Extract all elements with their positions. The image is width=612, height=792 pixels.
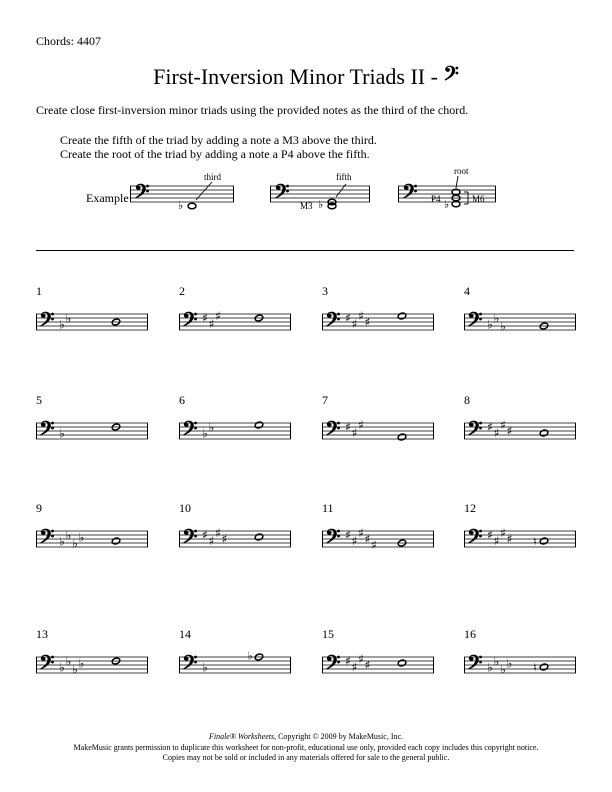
exercise-staff xyxy=(464,290,578,346)
bass-clef-icon: 𝄢 xyxy=(182,525,198,553)
flat-icon: ♭ xyxy=(493,311,500,326)
note-head xyxy=(328,203,336,209)
flat-icon: ♭ xyxy=(59,317,65,332)
flat-icon: ♭ xyxy=(59,660,65,675)
exercise-staff xyxy=(36,399,150,455)
flat-icon: ♭ xyxy=(65,528,72,543)
sharp-icon: ♯ xyxy=(364,658,371,672)
section-divider xyxy=(36,250,574,251)
sharp-icon: ♯ xyxy=(345,654,351,668)
root-annotation: root xyxy=(454,166,469,176)
exercise-number: 12 xyxy=(464,501,476,515)
exercise-staff xyxy=(179,507,293,563)
sharp-icon: ♯ xyxy=(506,532,513,546)
copyright-text: , Copyright © 2009 by MakeMusic, Inc. xyxy=(274,732,404,741)
bass-clef-icon: 𝄢 xyxy=(402,180,418,208)
flat-icon: ♭ xyxy=(247,649,253,663)
sharp-icon: ♯ xyxy=(202,528,208,542)
bass-clef-icon: 𝄢 xyxy=(325,525,341,553)
title-text: First-Inversion Minor Triads II - xyxy=(153,64,444,89)
exercise-number: 15 xyxy=(322,627,334,641)
exercise-staff xyxy=(464,399,578,455)
sharp-icon: ♯ xyxy=(364,315,371,329)
sharp-icon: ♯ xyxy=(358,652,364,666)
whole-note xyxy=(397,433,406,441)
sharp-icon: ♯ xyxy=(221,532,228,546)
bass-clef-icon: 𝄢 xyxy=(182,308,198,336)
sharp-icon: ♯ xyxy=(500,418,506,432)
third-annotation: third xyxy=(204,172,221,182)
flat-icon: ♭ xyxy=(59,534,65,549)
bass-clef-icon: 𝄢 xyxy=(274,180,290,208)
exercise-number: 1 xyxy=(36,284,42,298)
bass-clef-icon: 𝄢 xyxy=(325,651,341,679)
exercise-staff xyxy=(322,399,436,455)
whole-note xyxy=(539,537,548,545)
exercise-number: 8 xyxy=(464,393,470,407)
exercise-staff xyxy=(322,507,436,563)
bass-clef-icon: 𝄢 xyxy=(182,651,198,679)
sharp-icon: ♯ xyxy=(487,528,493,542)
sharp-icon: ♯ xyxy=(358,418,364,432)
exercise-number: 14 xyxy=(179,627,191,641)
flat-icon: ♭ xyxy=(318,198,324,211)
sharp-icon: ♯ xyxy=(351,660,358,674)
exercise-number: 4 xyxy=(464,284,470,298)
exercise-staff xyxy=(36,290,150,346)
bass-clef-icon: 𝄢 xyxy=(443,64,459,90)
footer-line-2: MakeMusic grants permission to duplicate this worksheet for non-profit, educational use only, provided each copy includes this copyright notice. xyxy=(73,742,539,752)
sharp-icon: ♯ xyxy=(345,420,351,434)
flat-icon: ♭ xyxy=(78,656,85,671)
exercise-staff xyxy=(36,633,150,689)
bass-clef-icon: 𝄢 xyxy=(325,308,341,336)
exercise-staff xyxy=(322,633,436,689)
whole-note xyxy=(254,533,263,541)
flat-icon: ♭ xyxy=(72,662,78,677)
flat-icon: ♭ xyxy=(493,654,500,669)
bass-clef-icon: 𝄢 xyxy=(39,651,55,679)
pointer-arrow xyxy=(196,182,212,200)
sharp-icon: ♯ xyxy=(208,317,215,331)
sharp-icon: ♯ xyxy=(345,311,351,325)
flat-icon: ♭ xyxy=(500,662,506,677)
whole-note xyxy=(397,312,406,320)
exercise-number: 2 xyxy=(179,284,185,298)
exercise-number: 16 xyxy=(464,627,476,641)
bass-clef-icon: 𝄢 xyxy=(39,525,55,553)
sharp-icon: ♯ xyxy=(208,534,215,548)
bass-clef-icon: 𝄢 xyxy=(39,308,55,336)
sharp-icon: ♯ xyxy=(493,534,500,548)
worksheet-code: Chords: 4407 xyxy=(36,34,102,48)
sharp-icon: ♯ xyxy=(487,420,493,434)
flat-icon: ♭ xyxy=(202,660,208,675)
flat-icon: ♭ xyxy=(487,317,493,332)
example-staff-3 xyxy=(398,166,508,218)
product-name: Finale® Worksheets xyxy=(208,732,275,741)
sharp-icon: ♯ xyxy=(358,526,364,540)
bass-clef-icon: 𝄢 xyxy=(467,651,483,679)
exercise-staff xyxy=(179,399,293,455)
exercise-number: 10 xyxy=(179,501,191,515)
natural-icon: ♮ xyxy=(533,661,537,674)
exercise-number: 13 xyxy=(36,627,48,641)
sharp-icon: ♯ xyxy=(371,538,377,552)
whole-note xyxy=(397,659,406,667)
flat-icon: ♭ xyxy=(72,536,78,551)
exercise-staff xyxy=(179,633,293,689)
flat-icon: ♭ xyxy=(444,198,450,211)
flat-icon: ♭ xyxy=(78,530,85,545)
exercise-staff xyxy=(36,507,150,563)
whole-note xyxy=(539,429,548,437)
m3-annotation: M3 xyxy=(300,201,313,211)
exercise-staff xyxy=(464,507,578,563)
step-one-instruction: Create the fifth of the triad by adding a note a M3 above the third. xyxy=(60,133,377,147)
m6-annotation: M6 xyxy=(472,194,485,204)
sharp-icon: ♯ xyxy=(215,526,221,540)
example-label: Example xyxy=(86,191,129,205)
copyright-footer xyxy=(0,732,612,764)
bass-clef-icon: 𝄢 xyxy=(325,417,341,445)
exercise-number: 3 xyxy=(322,284,328,298)
page-title xyxy=(0,64,612,91)
exercise-number: 6 xyxy=(179,393,185,407)
flat-icon: ♭ xyxy=(202,426,208,441)
intro-instruction: Create close first-inversion minor triads using the provided notes as the third of the chord. xyxy=(36,103,469,117)
whole-note xyxy=(111,537,120,545)
p4-annotation: P4 xyxy=(431,194,441,204)
exercise-number: 7 xyxy=(322,393,328,407)
sharp-icon: ♯ xyxy=(506,424,513,438)
fifth-annotation: fifth xyxy=(336,172,352,182)
exercise-number: 11 xyxy=(322,501,334,515)
bass-clef-icon: 𝄢 xyxy=(467,525,483,553)
whole-note xyxy=(539,663,548,671)
natural-icon: ♮ xyxy=(533,535,537,548)
flat-icon: ♭ xyxy=(59,426,65,441)
note-head xyxy=(188,203,196,209)
flat-icon: ♭ xyxy=(65,311,72,326)
exercise-staff xyxy=(179,290,293,346)
bass-clef-icon: 𝄢 xyxy=(134,180,150,208)
exercise-number: 9 xyxy=(36,501,42,515)
sharp-icon: ♯ xyxy=(215,309,221,323)
sharp-icon: ♯ xyxy=(351,317,358,331)
step-two-instruction: Create the root of the triad by adding a note a P4 above the fifth. xyxy=(60,147,370,161)
sharp-icon: ♯ xyxy=(493,426,500,440)
sharp-icon: ♯ xyxy=(202,311,208,325)
sharp-icon: ♯ xyxy=(500,526,506,540)
bass-clef-icon: 𝄢 xyxy=(39,417,55,445)
bass-clef-icon: 𝄢 xyxy=(467,417,483,445)
sharp-icon: ♯ xyxy=(351,426,358,440)
footer-line-3: Copies may not be sold or included in any materials offered for sale to the general public. xyxy=(162,753,450,762)
sharp-icon: ♯ xyxy=(364,532,371,546)
exercise-staff xyxy=(322,290,436,346)
exercise-number: 5 xyxy=(36,393,42,407)
example-staff-2 xyxy=(270,172,380,218)
flat-icon: ♭ xyxy=(65,654,72,669)
flat-icon: ♭ xyxy=(500,319,506,334)
bass-clef-icon: 𝄢 xyxy=(467,308,483,336)
flat-icon: ♭ xyxy=(487,660,493,675)
flat-icon: ♭ xyxy=(506,656,513,671)
flat-icon: ♭ xyxy=(208,420,215,435)
exercise-staff xyxy=(464,633,578,689)
footer-line-1 xyxy=(0,732,612,743)
bass-clef-icon: 𝄢 xyxy=(182,417,198,445)
sharp-icon: ♯ xyxy=(358,309,364,323)
flat-icon: ♭ xyxy=(178,199,184,212)
whole-note xyxy=(254,421,263,429)
example-staff-1 xyxy=(130,172,240,218)
sharp-icon: ♯ xyxy=(345,528,351,542)
sharp-icon: ♯ xyxy=(351,534,358,548)
